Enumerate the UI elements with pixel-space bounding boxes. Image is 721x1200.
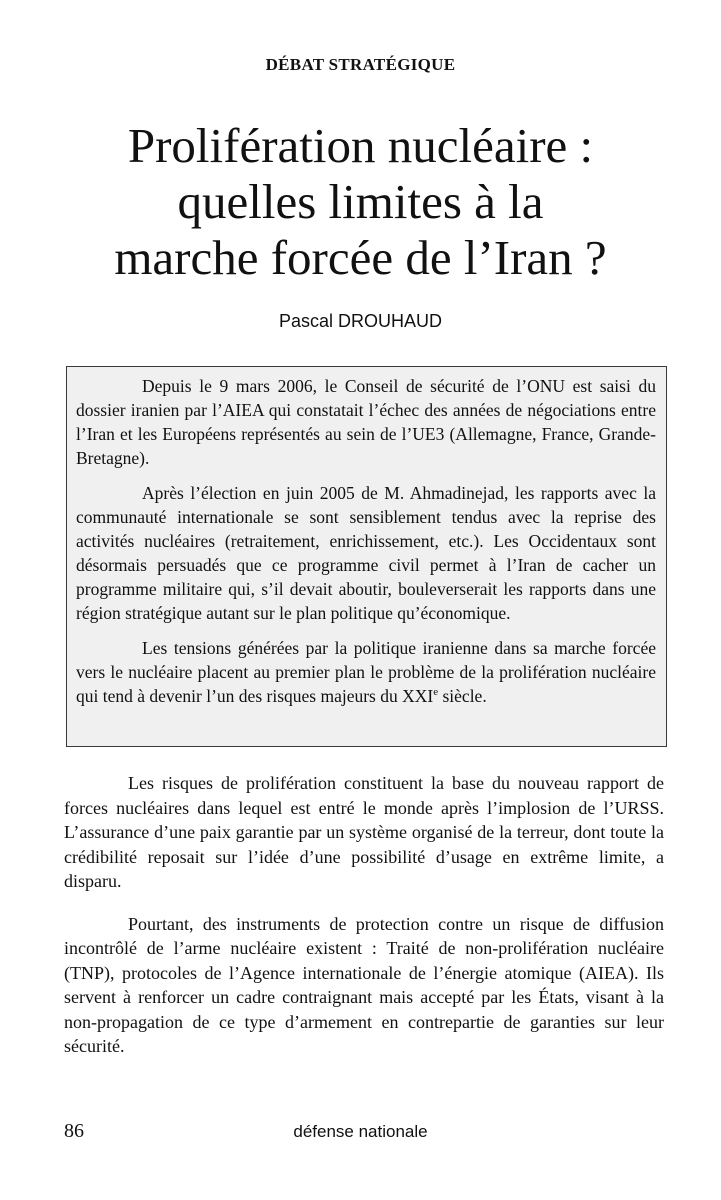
abstract-paragraph: Depuis le 9 mars 2006, le Conseil de sécurité de l’ONU est saisi du dossier iranien par l’AIEA qui constatait l’échec des années de négociations entre l’Iran et les Européens représentés au sein de l’UE3 (Allemagne, France, Grande-Bretagne). [76,376,656,468]
abstract-box [66,366,667,747]
article-title-line: quelles limites à la [177,174,544,229]
section-label: DÉBAT STRATÉGIQUE [265,55,456,74]
century-superscript: e [433,686,439,699]
article-author: Pascal DROUHAUD [278,311,443,331]
article-title-line: marche forcée de l’Iran ? [114,230,607,285]
body-paragraph: Pourtant, des instruments de protection contre un risque de diffusion incontrôlé de l’arme nucléaire existent : Traité de non-prolifération nucléaire (TNP), protocoles de l’Agence internationale de l’énergie atomique (AIEA). Ils servent à renforcer un cadre contraignant mais accepté par les États, visant à la non-propagation de ce type d’armement en contrepartie de garanties sur leur sécurité. [64,913,664,1056]
body-text [64,771,664,1073]
abstract-paragraph-tail: siècle. [438,686,487,706]
abstract-paragraph-text: Les tensions générées par la politique iranienne dans sa marche forcée vers le nucléaire placent au premier plan le problème de la prolifération nucléaire qui tend à devenir l’un des risques majeurs du XXI [76,638,656,706]
journal-name: défense nationale [293,1122,428,1141]
article-title-line: Prolifération nucléaire : [127,118,594,173]
article-title [40,118,681,286]
abstract-paragraph [76,636,656,708]
body-paragraph: Les risques de prolifération constituent la base du nouveau rapport de forces nucléaires dans lequel est entré le monde après l’implosion de l’URSS. L’assurance d’une paix garantie par un système organisé de la terreur, dont toute la crédibilité reposait sur l’idée d’une possibilité d’usage en extrême limite, a disparu. [64,773,664,891]
abstract-paragraph: Après l’élection en juin 2005 de M. Ahmadinejad, les rapports avec la communauté internationale se sont sensiblement tendus avec la reprise des activités nucléaires (retraitement, enrichissement, etc.). Les Occidentaux sont désormais persuadés que ce programme civil permet à l’Iran de cacher un programme militaire qui, s’il devait aboutir, bouleverserait les rapports dans une région stratégique autant sur le plan politique qu’économique. [76,483,656,623]
page-number: 86 [64,1120,84,1142]
